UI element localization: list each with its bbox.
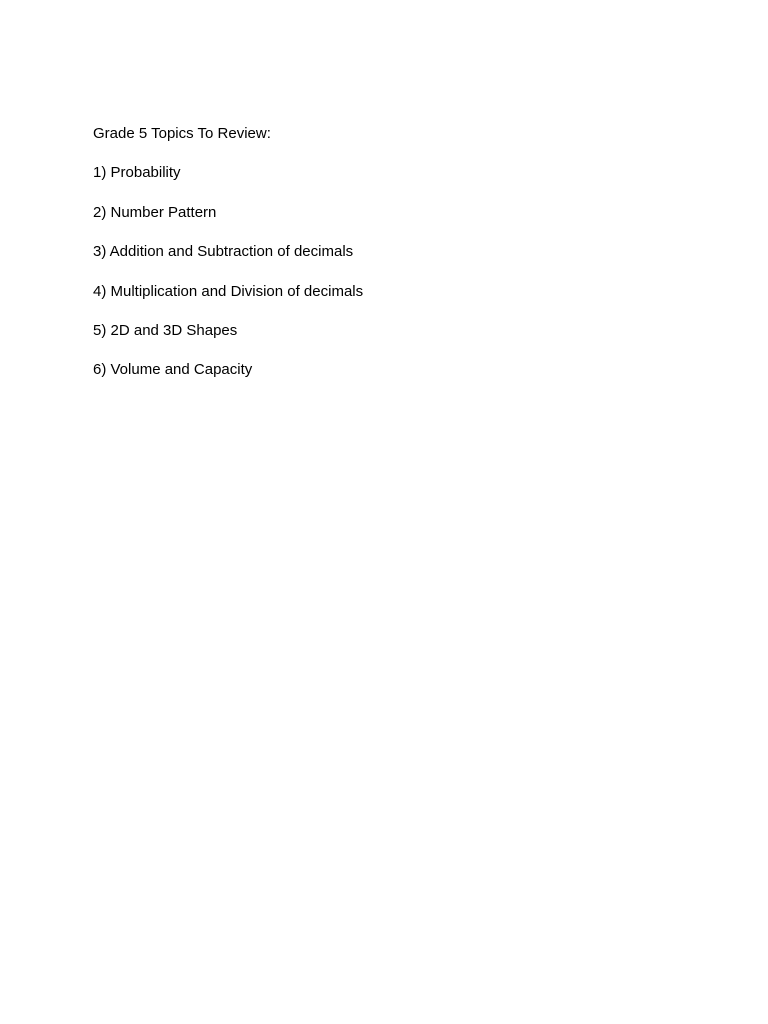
topic-list xyxy=(93,163,693,379)
topic-item: 4) Multiplication and Division of decimals xyxy=(93,282,364,300)
topic-item: 5) 2D and 3D Shapes xyxy=(93,321,238,339)
topic-item: 3) Addition and Subtraction of decimals xyxy=(93,243,354,261)
topic-item: 6) Volume and Capacity xyxy=(93,361,253,379)
topic-item: 1) Probability xyxy=(93,164,181,182)
document-heading: Grade 5 Topics To Review: xyxy=(93,125,271,142)
document-body xyxy=(93,124,693,400)
topic-item: 2) Number Pattern xyxy=(93,203,217,221)
